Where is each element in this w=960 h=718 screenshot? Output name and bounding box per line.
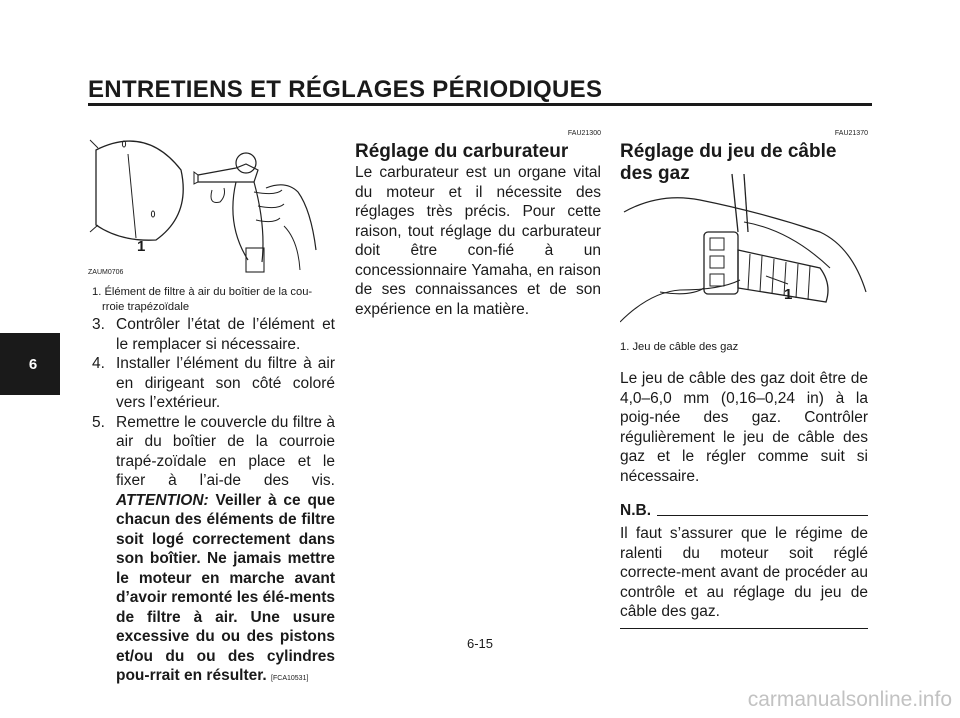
figure-callout-1: 1 bbox=[137, 238, 146, 255]
section-title: Réglage du jeu de câble des gaz bbox=[620, 141, 837, 184]
air-filter-illustration bbox=[86, 130, 326, 280]
caption-line-2: rroie trapézoïdale bbox=[102, 301, 190, 313]
header-rule bbox=[88, 103, 872, 106]
figure-code: ZAUM0706 bbox=[88, 269, 124, 276]
step-number: 5. bbox=[92, 413, 105, 431]
page-number: 6-15 bbox=[466, 636, 494, 651]
attention-warning: Veiller à ce que chacun des éléments de filtre soit logé correctement dans son boîtier. Ne jamais mettre le moteur en marche avant d’avoir remonté les élé-ments de filtre à air. Une usure excessive du ou des pistons et/ou du ou des cylindres pou-rrait en résulter. bbox=[116, 491, 336, 684]
step-4 bbox=[92, 354, 335, 413]
section-text: Le carburateur est un organe vital du moteur et il nécessite des réglages très précis. Pour cette raison, tout réglage du carburateur doit être con-fié à un concessionnaire Yamaha, en raison de ses connaissances et de son expérience en la matière. bbox=[355, 164, 601, 318]
page-header-title: ENTRETIENS ET RÉGLAGES PÉRIODIQUES bbox=[88, 76, 603, 103]
carburetor-section bbox=[355, 130, 601, 319]
caption-line-1: 1. Élément de filtre à air du boîtier de la cou- bbox=[92, 286, 313, 298]
chapter-tab[interactable]: 6 bbox=[0, 333, 60, 395]
nb-heading bbox=[620, 502, 868, 520]
figure-callout-1: 1 bbox=[784, 286, 793, 303]
step-number: 3. bbox=[92, 316, 105, 333]
attention-label: ATTENTION: bbox=[116, 491, 209, 509]
nb-label: N.B. bbox=[620, 502, 651, 519]
step-number: 4. bbox=[92, 355, 105, 372]
step-text: Remettre le couvercle du filtre à air du boîtier de la courroie trapé-zoïdale en place et le fixer à l’ai-de des vis. bbox=[116, 413, 335, 489]
section-text: Le jeu de câble des gaz doit être de 4,0–6,0 mm (0,16–0,24 in) à la poig-née des gaz. Contrôler régulièrement le jeu de câble des gaz et le régler comme suit si nécessaire. bbox=[620, 370, 868, 485]
nb-text: Il faut s’assurer que le régime de ralenti du moteur soit réglé correcte-ment avant de procéder au contrôle et au réglage du jeu de câble des gaz. bbox=[620, 525, 868, 620]
figure-caption bbox=[92, 285, 335, 315]
warning-code: [FCA10531] bbox=[271, 675, 309, 682]
step-text: Contrôler l’état de l’élément et le remplacer si nécessaire. bbox=[116, 316, 335, 353]
steps-list bbox=[92, 315, 335, 689]
section-title: Réglage du carburateur bbox=[355, 141, 569, 162]
throttle-section-body bbox=[620, 340, 868, 629]
watermark: carmanualsonline.info bbox=[747, 688, 952, 711]
throttle-figure bbox=[620, 172, 868, 336]
nb-end-rule bbox=[620, 628, 868, 629]
nb-rule bbox=[657, 515, 868, 516]
section-ref: FAU21300 bbox=[567, 130, 601, 137]
step-text: Installer l’élément du filtre à air en dirigeant son côté coloré vers l’extérieur. bbox=[116, 355, 335, 411]
step-3 bbox=[92, 315, 335, 354]
figure-caption: 1. Jeu de câble des gaz bbox=[620, 341, 739, 353]
section-ref: FAU21370 bbox=[834, 130, 868, 137]
air-filter-figure bbox=[86, 130, 326, 280]
throttle-illustration bbox=[620, 172, 868, 336]
